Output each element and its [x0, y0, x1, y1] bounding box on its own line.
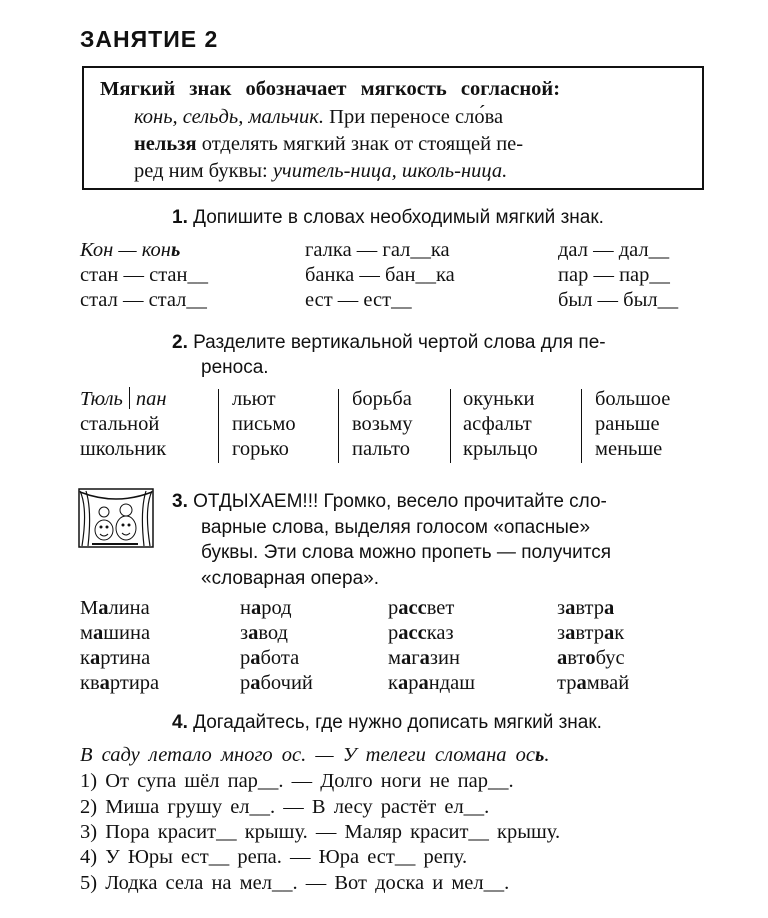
vocab-word: магазин — [388, 647, 460, 669]
task-2-text-2: реноса. — [201, 357, 269, 378]
vocab-word: картина — [80, 647, 151, 669]
rule-line-2-text: При переносе сло́ва — [324, 106, 504, 128]
vocab-word: работа — [240, 647, 300, 669]
task-2-word: Тюль пан — [80, 388, 167, 410]
task-2-column-1 — [80, 387, 167, 462]
task-3-text-1: ОТДЫХАЕМ!!! Громко, весело прочитайте сло- — [193, 491, 607, 512]
task-4-example: В саду летало много ос. — У телеги сломана ось. — [80, 744, 550, 766]
task-1-word: галка — гал__ка — [305, 239, 450, 261]
task-4-line: 4) У Юры ест__ репа. — Юра ест__ репу. — [80, 846, 468, 868]
task-2-word: крыльцо — [463, 438, 538, 460]
rule-bold-word: нельзя — [134, 133, 197, 155]
task-2-word: стальной — [80, 413, 160, 435]
vocab-word: машина — [80, 622, 151, 644]
theater-masks-icon — [78, 488, 154, 548]
task-1-heading — [172, 207, 604, 229]
vocab-word: завтра — [557, 597, 615, 619]
task-3-text-3: буквы. Эти слова можно пропеть — получится — [201, 542, 612, 563]
task-3-column-2 — [240, 596, 313, 696]
vocab-word: карандаш — [388, 672, 476, 694]
task-3-text-4: «словарная опера». — [201, 567, 379, 589]
task-2-column-5 — [595, 387, 670, 462]
task-2-word: большое — [595, 388, 671, 410]
column-divider — [581, 389, 582, 463]
task-4-line: 5) Лодка села на мел__. — Вот доска и мел__. — [80, 872, 510, 894]
task-1-word: ест — ест__ — [305, 289, 412, 311]
task-3-column-4 — [557, 596, 629, 696]
task-4-line: 3) Пора красит__ крышу. — Маляр красит__ крышу. — [80, 821, 561, 843]
task-2-heading — [172, 330, 606, 380]
task-2-word: раньше — [595, 413, 660, 435]
vocab-word: трамвай — [557, 672, 630, 694]
vocab-word: квартира — [80, 672, 160, 694]
task-1-word: банка — бан__ка — [305, 264, 455, 286]
task-1-column-2 — [305, 238, 455, 313]
vocab-word: автобус — [557, 647, 625, 669]
task-2-word: борьба — [352, 388, 412, 410]
task-3-column-1 — [80, 596, 159, 696]
task-2-word: письмо — [232, 413, 296, 435]
task-4-line: 1) От супа шёл пар__. — Долго ноги не пар__. — [80, 770, 514, 792]
task-4-text: Догадайтесь, где нужно дописать мягкий знак. — [193, 712, 602, 733]
task-2-word: школьник — [80, 438, 167, 460]
vocab-word: рассказ — [388, 622, 454, 644]
task-2-column-4 — [463, 387, 538, 462]
task-2-word: асфальт — [463, 413, 532, 435]
task-3-text-2: варные слова, выделяя голосом «опасные» — [201, 516, 591, 538]
task-4-number: 4. — [172, 712, 188, 733]
rule-line-3 — [134, 133, 523, 156]
vocab-word: завтрак — [557, 622, 625, 644]
task-1-text: Допишите в словах необходимый мягкий знак. — [193, 207, 604, 228]
rule-examples-2: учитель-ница, школь-ница. — [272, 160, 508, 182]
task-2-column-2 — [232, 387, 296, 462]
task-1-word: пар — пар__ — [558, 264, 670, 286]
vocab-word: завод — [240, 622, 288, 644]
task-1-word: был — был__ — [558, 289, 679, 311]
task-4-heading — [172, 712, 602, 734]
task-2-word: меньше — [595, 438, 663, 460]
rule-line-4 — [134, 160, 507, 183]
task-3-column-3 — [388, 596, 475, 696]
task-1-word: стал — стал__ — [80, 289, 207, 311]
task-2-word: пальто — [352, 438, 410, 460]
rule-line-2 — [134, 106, 503, 129]
task-1-word: Кон — конь — [80, 239, 181, 261]
rule-box — [82, 66, 704, 190]
column-divider — [450, 389, 451, 463]
rule-line-4-text: ред ним буквы: — [134, 160, 273, 182]
task-1-column-1 — [80, 238, 208, 313]
task-2-word: горько — [232, 438, 289, 460]
vocab-word: рассвет — [388, 597, 455, 619]
lesson-title: ЗАНЯТИЕ 2 — [80, 26, 219, 52]
vocab-word: народ — [240, 597, 292, 619]
column-divider — [338, 389, 339, 463]
task-2-text-1: Разделите вертикальной чертой слова для пе- — [193, 332, 606, 353]
vocab-word: рабочий — [240, 672, 313, 694]
task-2-word: возьму — [352, 413, 413, 435]
task-2-word: льют — [232, 388, 276, 410]
task-2-word: окуньки — [463, 388, 535, 410]
task-1-word: стан — стан__ — [80, 264, 209, 286]
column-divider — [218, 389, 219, 463]
task-2-column-3 — [352, 387, 412, 462]
rule-examples-1: конь, сельдь, мальчик. — [134, 106, 325, 128]
task-1-word: дал — дал__ — [558, 239, 670, 261]
task-1-column-3 — [558, 238, 678, 313]
task-3-number: 3. — [172, 491, 188, 512]
rule-line-3-text: отделять мягкий знак от стоящей пе- — [196, 133, 524, 155]
task-4-line: 2) Миша грушу ел__. — В лесу растёт ел__. — [80, 796, 490, 818]
task-3-heading — [172, 489, 611, 591]
task-2-number: 2. — [172, 332, 188, 353]
vocab-word: Малина — [80, 597, 150, 619]
task-1-number: 1. — [172, 207, 188, 228]
rule-line-1: Мягкий знак обозначает мягкость согласной: — [100, 78, 561, 100]
